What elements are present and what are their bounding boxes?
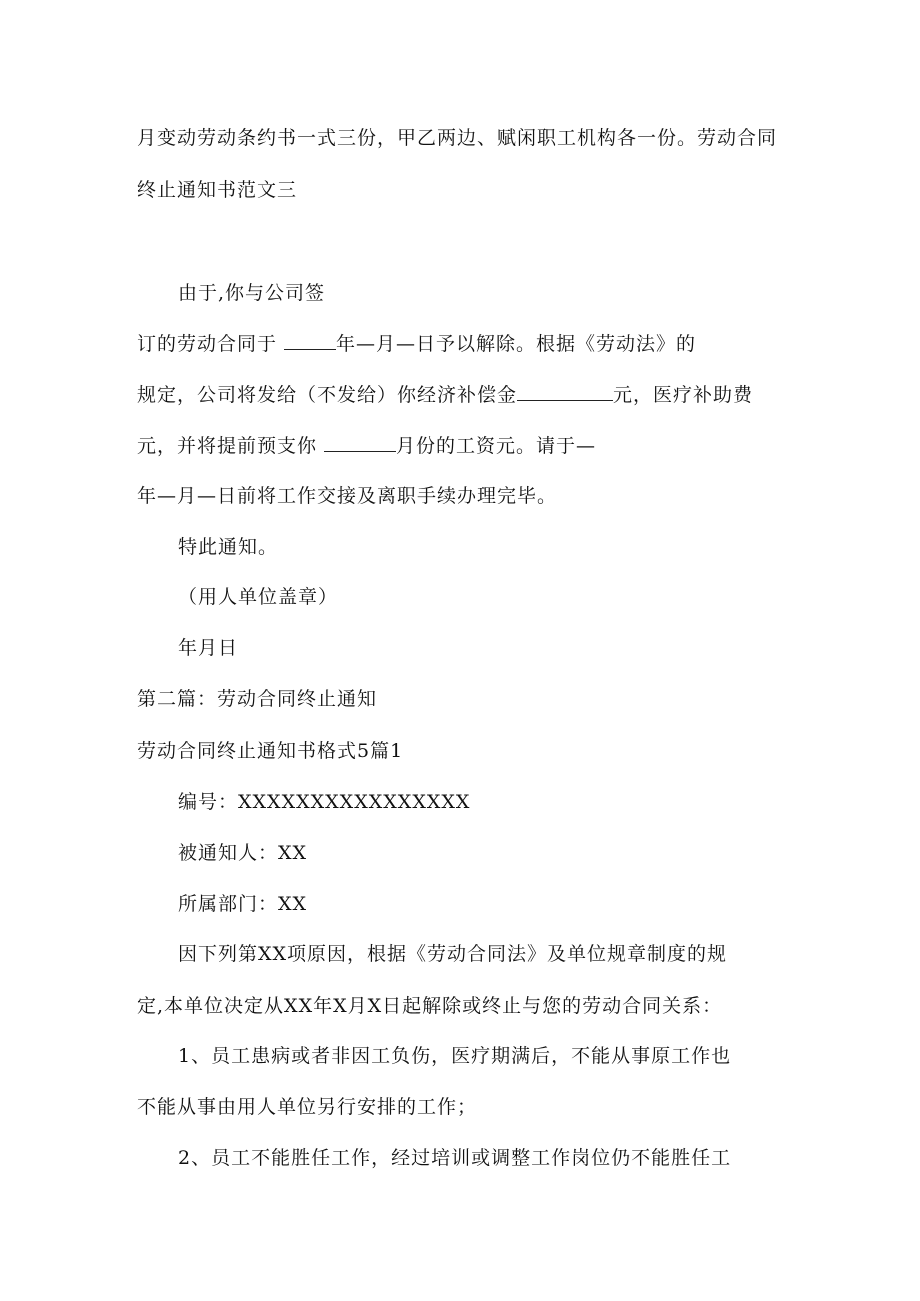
text-line: 所属部门：XX bbox=[178, 893, 308, 915]
section-title: 第二篇：劳动合同终止通知 bbox=[137, 688, 378, 710]
text-line: 1、员工患病或者非因工负伤，医疗期满后，不能从事原工作也 bbox=[178, 1045, 732, 1067]
text-line: （用人单位盖章） bbox=[178, 586, 339, 608]
text-line: 年月日 bbox=[178, 637, 239, 659]
blank-field bbox=[324, 433, 396, 452]
blank-field bbox=[284, 331, 336, 350]
text-line: 被通知人：XX bbox=[178, 842, 308, 864]
text-line bbox=[137, 331, 696, 356]
text-line: 由于,你与公司签 bbox=[178, 282, 326, 304]
text-segment: 月份的工资元。请于— bbox=[396, 435, 597, 457]
section-title: 终止通知书范文三 bbox=[137, 179, 298, 201]
text-line: 年—月—日前将工作交接及离职手续办理完毕。 bbox=[137, 485, 558, 507]
text-line: 特此通知。 bbox=[178, 536, 279, 558]
text-line: 因下列第XX项原因，根据《劳动合同法》及单位规章制度的规 bbox=[178, 943, 728, 965]
text-segment: 元，并将提前预支你 bbox=[137, 435, 325, 457]
text-line: 编号：XXXXXXXXXXXXXXXX bbox=[178, 791, 471, 813]
text-segment: 规定，公司将发给（不发给）你经济补偿金 bbox=[137, 384, 518, 406]
text-line: 不能从事由用人单位另行安排的工作； bbox=[137, 1096, 478, 1118]
blank-field bbox=[517, 382, 613, 401]
section-title: 劳动合同终止通知书格式5篇1 bbox=[137, 740, 404, 762]
text-segment: 订的劳动合同于 bbox=[137, 333, 285, 355]
text-line: 定,本单位决定从XX年X月X日起解除或终止与您的劳动合同关系： bbox=[137, 995, 723, 1017]
text-line bbox=[137, 382, 753, 407]
text-line: 月变动劳动条约书一式三份，甲乙两边、赋闲职工机构各一份。劳动合同 bbox=[137, 127, 778, 149]
text-line bbox=[137, 433, 596, 458]
text-segment: 元，医疗补助费 bbox=[613, 384, 754, 406]
text-segment: 年—月—日予以解除。根据《劳动法》的 bbox=[336, 333, 697, 355]
text-line: 2、员工不能胜任工作，经过培训或调整工作岗位仍不能胜任工 bbox=[178, 1147, 732, 1169]
